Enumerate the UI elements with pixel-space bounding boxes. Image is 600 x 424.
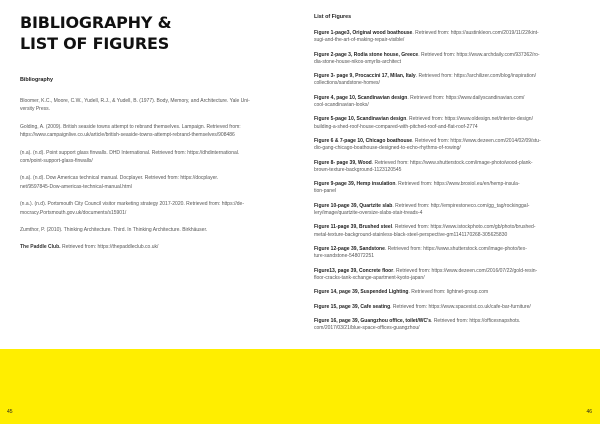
- bibliography-entry: [20, 149, 280, 166]
- page-number-left: 45: [7, 409, 13, 415]
- figure-entry: [314, 246, 592, 260]
- figures-list: [314, 30, 592, 340]
- figure-entry-title: Figure 6 & 7-page 10, Chicago boathouse: [314, 137, 413, 144]
- figure-entry-text: . Retrieved from: https://www.istockphoto.com/gb/photo/brushed- metal-texture-background-stainless-black-steel-perspective-gm1141170268-305625830: [314, 224, 536, 238]
- bibliography-entry: [20, 174, 280, 191]
- figure-entry: [314, 224, 592, 238]
- figure-entry-title: Figure 3- page 9, Procaccini 17, Milan, Italy: [314, 73, 416, 80]
- figure-entry: [314, 95, 592, 109]
- figure-entry-title: Figure 1-page3, Original wood boathouse: [314, 30, 413, 36]
- figure-entry: [314, 289, 592, 296]
- figure-entry: [314, 52, 592, 66]
- figure-entry-text: . Retrieved from: https://www.broxiol.eu/en/hemp-insula- tion-panel: [314, 181, 520, 195]
- bibliography-heading: Bibliography: [20, 77, 53, 83]
- bibliography-entry-text: (n.a). (n.d). Dow Americas technical manual. Docplayer. Retrieved from: https://docplayer. net/9597845-Dow-americas-technical-manual.html: [20, 175, 219, 190]
- bibliography-entry: [20, 243, 280, 251]
- figure-entry-text: . Retrieved from: lightnet-group.com: [408, 289, 489, 296]
- figure-entry: [314, 138, 592, 152]
- figure-entry-title: Figure13, page 39, Concrete floor: [314, 267, 394, 274]
- figure-entry-text: . Retrieved from: https://www.spacexist.co.uk/cafe-bar-furniture/: [390, 303, 531, 310]
- bibliography-entry-text: (n.a.). (n.d). Portsmouth City Council visitor marketing strategy 2017-2020. Retrieved from: https://de- mocracy.Portsmouth.gov.uk/documents/s15901/: [20, 201, 244, 216]
- figure-entry-title: Figure 2-page 3, Rodia stone house, Greece: [314, 51, 419, 58]
- bibliography-entry-text: (n.a). (n.d). Point support glass finwalls. DHD International. Retrieved from: https://dhdinternational. com/point-support-glass-finwalls/: [20, 149, 240, 165]
- bibliography-entry-text: Retrieved from: https://thepaddleclub.co.uk/: [60, 244, 159, 251]
- figure-entry-title: Figure 10-page 39, Quartzite slab: [314, 202, 393, 209]
- bibliography-entry: [20, 97, 280, 114]
- figure-entry-title: Figure 8- page 39, Wood: [314, 159, 372, 166]
- figure-entry: [314, 268, 592, 282]
- figure-entry-text: . Retrieved from: https://www.shutterstock.com/image-photo/tex- ture-sandstone-548072251: [314, 245, 527, 260]
- figure-entry-title: Figure 4, page 10, Scandinavian design: [314, 94, 408, 101]
- figure-entry-text: . Retrieved from: https://austinkleon.com/2019/11/22/kint- sugi-and-the-art-of-making-repair-visible/: [314, 30, 539, 44]
- bibliography-entry-text: Bloomer, K.C., Moore, C.W., Yudell, R.J., & Yudell, B. (1977). Body, Memory, and Architecture. Yale Uni- versity Press.: [20, 98, 250, 113]
- figure-entry-text: . Retrieved from: https://officesnapshots. com/2017/03/21/blue-space-offices-guangzhou/: [314, 317, 521, 332]
- figure-entry: [314, 304, 592, 311]
- bibliography-entry: [20, 200, 280, 217]
- bibliography-list: [20, 97, 280, 261]
- figure-entry-title: Figure 14, page 39, Suspended Lighting: [314, 289, 409, 296]
- figure-entry-title: Figure 12-page 39, Sandstone: [314, 245, 385, 252]
- figure-entry-text: . Retrieved from: https://www.oldesign.net/interior-design/ building-a-shed-roof-house-compared-with-pitched-roof-and-flat-roof-2774: [314, 116, 533, 130]
- figure-entry-title: Figure 11-page 39, Brushed steel: [314, 224, 393, 231]
- figure-entry: [314, 160, 592, 174]
- bibliography-entry: [20, 123, 280, 140]
- figure-entry: [314, 181, 592, 195]
- bibliography-entry-text: Zumthor, P. (2010). Thinking Architecture. Third. In Thinking Architecture. Birkhäuser.: [20, 227, 208, 234]
- figure-entry-title: Figure 15, page 39, Cafe seating: [314, 303, 391, 310]
- figure-entry-text: . Retrieved from: http://empirestoneco.com/gg_tag/rockinggal- lery/image/quartzite-oversize-slabs-stair-treads-4: [314, 202, 530, 216]
- figure-entry-text: . Retrieved from: https://archilizer.com/blog/inspiration/ collections/sandstone-homes/: [314, 73, 537, 87]
- yellow-footer-band: [0, 349, 600, 424]
- figure-entry-title: Figure 5-page 10, Scandinavian design: [314, 116, 407, 123]
- figure-entry: [314, 30, 592, 44]
- figure-entry: [314, 318, 592, 332]
- title-line-1: BIBLIOGRAPHY &: [20, 13, 172, 32]
- figure-entry: [314, 203, 592, 217]
- page-number-right: 46: [586, 409, 592, 415]
- figure-entry-text: . Retrieved from: https://www.shutterstock.com/image-photo/wood-plank- brown-texture-background-1123120545: [314, 159, 533, 173]
- figure-entry: [314, 116, 592, 130]
- figure-entry-title: Figure 16, page 39, Guangzhou office, toilet/WC's: [314, 317, 432, 324]
- figures-heading: List of Figures: [314, 14, 352, 20]
- bibliography-entry-text: Golding, A. (2009). British seaside towns attempt to rebrand themselves. Lampaign. Retrieved from: https://www.campaignlive.co.uk/article/british-seaside-towns-attempt-rebrand-themselves/908486: [20, 123, 241, 139]
- bibliography-entry: [20, 226, 280, 234]
- figure-entry: [314, 73, 592, 87]
- title-line-2: LIST OF FIGURES: [20, 34, 170, 53]
- figure-entry-text: . Retrieved from: https://www.dezeen.com/2014/02/09/stu- dio-gang-chicago-boathouse-designed-to-echo-rhythms-of-rowing/: [314, 137, 541, 152]
- bibliography-entry-title: The Paddle Club.: [20, 244, 61, 251]
- page-title: [20, 12, 220, 54]
- figure-entry-text: . Retrieved from: https://www.dezeen.com/2016/07/22/gold-resin- floor-cracks-tank-xchange-apartment-kyoto-japan/: [314, 267, 538, 281]
- figure-entry-text: . Retrieved from: https://www.archdaily.com/937362/ro- dia-stone-house-nikos-smyrlis-architect: [314, 51, 540, 65]
- figure-entry-text: . Retrieved from: https://www.dailyscandinavian.com/ cool-scandinavian-looks/: [314, 94, 525, 108]
- figure-entry-title: Figure 9-page 39, Hemp insulation: [314, 181, 396, 188]
